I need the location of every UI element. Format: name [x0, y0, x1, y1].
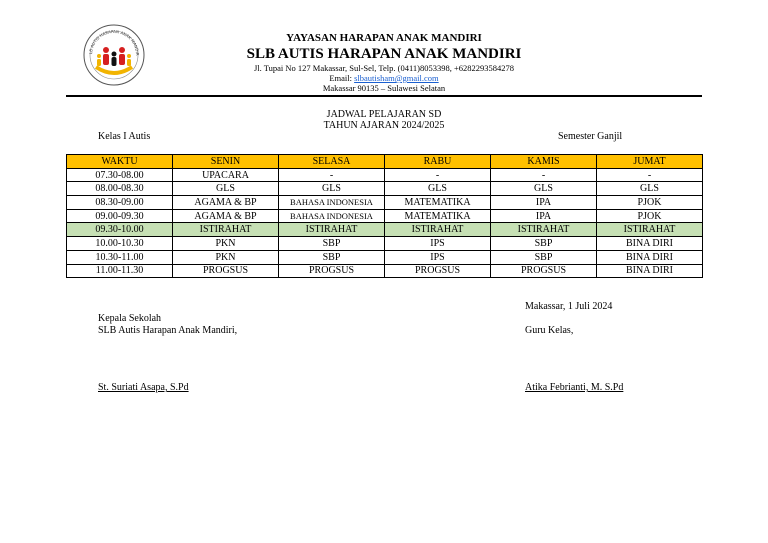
table-cell: MATEMATIKA: [385, 209, 491, 223]
table-cell: AGAMA & BP: [173, 196, 279, 210]
table-cell: BAHASA INDONESIA: [279, 196, 385, 210]
table-cell: UPACARA: [173, 168, 279, 182]
table-cell: -: [491, 168, 597, 182]
table-cell: ISTIRAHAT: [491, 223, 597, 237]
school-address: Jl. Tupai No 127 Makassar, Sul-Sel, Telp. (0411)8053398, +6282293584278: [253, 63, 515, 73]
table-cell: GLS: [279, 182, 385, 196]
table-cell: SBP: [279, 237, 385, 251]
schedule-year: TAHUN AJARAN 2024/2025: [323, 120, 445, 131]
place-date: Makassar, 1 Juli 2024: [525, 301, 613, 312]
time-cell: 07.30-08.00: [67, 168, 173, 182]
principal-name: St. Suriati Asapa, S.Pd: [98, 382, 189, 393]
table-cell: ISTIRAHAT: [279, 223, 385, 237]
table-cell: PROGSUS: [173, 264, 279, 278]
column-header-kamis: KAMIS: [491, 155, 597, 169]
table-cell: SBP: [491, 237, 597, 251]
table-cell: ISTIRAHAT: [173, 223, 279, 237]
table-cell: BAHASA INDONESIA: [279, 209, 385, 223]
time-cell: 09.00-09.30: [67, 209, 173, 223]
table-cell: -: [279, 168, 385, 182]
break-row: [67, 223, 703, 237]
email-link[interactable]: slbautisham@gmail.com: [354, 73, 439, 83]
teacher-name: Atika Febrianti, M. S.Pd: [525, 382, 624, 393]
time-cell: 10.30-11.00: [67, 250, 173, 264]
email-line: [150, 73, 618, 83]
table-cell: MATEMATIKA: [385, 196, 491, 210]
time-cell: 11.00-11.30: [67, 264, 173, 278]
column-header-rabu: RABU: [385, 155, 491, 169]
table-cell: BINA DIRI: [597, 264, 703, 278]
table-cell: IPA: [491, 196, 597, 210]
school-name: SLB AUTIS HARAPAN ANAK MANDIRI: [246, 46, 522, 62]
schedule-title: JADWAL PELAJARAN SD: [326, 109, 442, 120]
logo-arc-text: LB AUTIS HARAPAN ANAK MANDIR: [87, 28, 141, 56]
table-row: [67, 182, 703, 196]
school-emblem-icon: [82, 23, 146, 87]
table-cell: PROGSUS: [279, 264, 385, 278]
schedule-table: [66, 154, 703, 278]
email-label: Email:: [329, 73, 355, 83]
school-city: Makassar 90135 – Sulawesi Selatan: [322, 83, 446, 93]
school-logo: [82, 23, 146, 87]
principal-title: Kepala Sekolah: [98, 313, 162, 324]
table-row: [67, 168, 703, 182]
table-cell: PROGSUS: [491, 264, 597, 278]
table-cell: BINA DIRI: [597, 250, 703, 264]
table-row: [67, 237, 703, 251]
table-cell: IPS: [385, 250, 491, 264]
column-header-selasa: SELASA: [279, 155, 385, 169]
table-cell: -: [385, 168, 491, 182]
table-cell: PJOK: [597, 196, 703, 210]
table-cell: PROGSUS: [385, 264, 491, 278]
table-cell: PKN: [173, 250, 279, 264]
table-header-row: [67, 155, 703, 169]
table-cell: GLS: [491, 182, 597, 196]
table-cell: IPA: [491, 209, 597, 223]
table-cell: PJOK: [597, 209, 703, 223]
teacher-title: Guru Kelas,: [525, 325, 574, 336]
time-cell: 10.00-10.30: [67, 237, 173, 251]
table-cell: AGAMA & BP: [173, 209, 279, 223]
column-header-waktu: WAKTU: [67, 155, 173, 169]
table-cell: ISTIRAHAT: [597, 223, 703, 237]
table-cell: -: [597, 168, 703, 182]
time-cell: 08.30-09.00: [67, 196, 173, 210]
table-row: [67, 209, 703, 223]
table-cell: GLS: [385, 182, 491, 196]
letterhead: [150, 32, 618, 93]
table-cell: GLS: [597, 182, 703, 196]
table-row: [67, 196, 703, 210]
time-cell: 09.30-10.00: [67, 223, 173, 237]
column-header-senin: SENIN: [173, 155, 279, 169]
principal-school: SLB Autis Harapan Anak Mandiri,: [98, 325, 238, 336]
schedule-title-block: [150, 109, 618, 131]
table-cell: GLS: [173, 182, 279, 196]
table-cell: ISTIRAHAT: [385, 223, 491, 237]
table-cell: PKN: [173, 237, 279, 251]
principal-title-block: [98, 313, 237, 337]
table-cell: IPS: [385, 237, 491, 251]
time-cell: 08.00-08.30: [67, 182, 173, 196]
class-label: Kelas I Autis: [98, 131, 151, 142]
table-row: [67, 250, 703, 264]
table-cell: SBP: [279, 250, 385, 264]
header-divider: [66, 95, 702, 97]
table-row: [67, 264, 703, 278]
foundation-name: YAYASAN HARAPAN ANAK MANDIRI: [286, 32, 482, 44]
semester-label: Semester Ganjil: [558, 131, 623, 142]
column-header-jumat: JUMAT: [597, 155, 703, 169]
table-cell: SBP: [491, 250, 597, 264]
table-cell: BINA DIRI: [597, 237, 703, 251]
